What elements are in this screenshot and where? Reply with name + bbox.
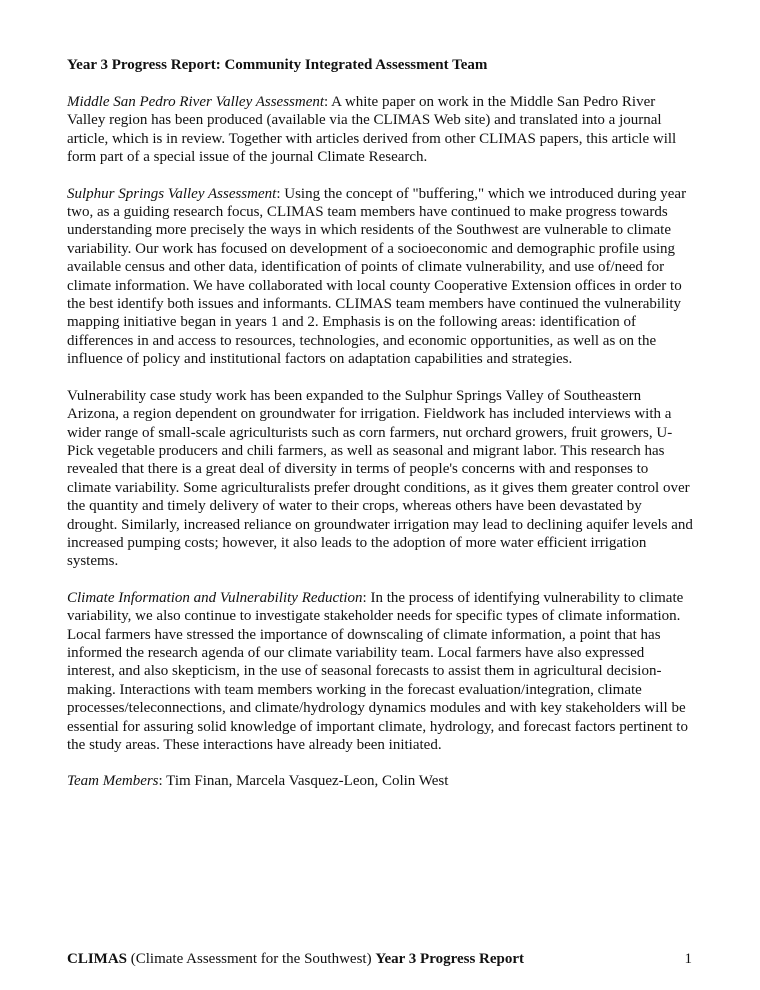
section-heading: Climate Information and Vulnerability Reduction — [67, 589, 363, 606]
paragraph-vulnerability-case-study — [67, 387, 695, 571]
paragraph-text: Vulnerability case study work has been expanded to the Sulphur Springs Valley of Southeastern Arizona, a region dependent on groundwater for irrigation. Fieldwork has included interviews with a wider range of small-scale agriculturists such as corn farmers, nut orchard growers, fruit growers, U-Pick vegetable producers and chili farmers, as well as seasonal and migrant labor. This research has revealed that there is a great deal of diversity in terms of people's concerns with and responses to climate variability. Some agriculturalists prefer drought conditions, as it gives them greater control over the quantity and timely delivery of water to their crops, whereas others have been devastated by drought. Similarly, increased reliance on groundwater irrigation may lead to declining aquifer levels and increased pumping costs; however, it also leads to the adoption of more water efficient irrigation systems. — [67, 387, 693, 570]
paragraph-text: : In the process of identifying vulnerability to climate variability, we also continue to investigate stakeholder needs for specific types of climate information. Local farmers have stressed the importance of downscaling of climate information, a point that has informed the research agenda of our climate variability team. Local farmers have also expressed interest, and also skepticism, in the use of seasonal forecasts to assist them in agricultural decision-making. Interactions with team members working in the forecast evaluation/integration, climate processes/teleconnections, and climate/hydrology dynamics modules and with key stakeholders will be essential for assuring solid knowledge of important climate, hydrology, and forecast factors pertinent to the study areas. These interactions have already been initiated. — [67, 589, 688, 753]
paragraph-middle-san-pedro — [67, 93, 695, 167]
footer-report-name: Year 3 Progress Report — [375, 951, 525, 967]
page-footer — [67, 950, 692, 969]
paragraph-text: : Tim Finan, Marcela Vasquez-Leon, Colin West — [158, 773, 449, 790]
section-heading: Team Members — [67, 773, 159, 790]
paragraph-text: : A white paper on work in the Middle San Pedro River Valley region has been produced (available via the CLIMAS Web site) and translated into a journal article, which is in review. Together with articles derived from other CLIMAS papers, this article will form part of a special issue of the journal Climate Research. — [67, 94, 677, 166]
footer-org-abbrev: CLIMAS — [67, 951, 128, 967]
paragraph-sulphur-springs — [67, 185, 695, 369]
section-heading: Middle San Pedro River Valley Assessment — [67, 94, 325, 110]
paragraph-climate-information — [67, 589, 695, 755]
paragraph-team-members — [67, 772, 695, 790]
footer-org-full: (Climate Assessment for the Southwest) — [127, 951, 376, 967]
section-heading: Sulphur Springs Valley Assessment — [67, 185, 277, 202]
page-title: Year 3 Progress Report: Community Integrated Assessment Team — [67, 57, 488, 73]
paragraph-text: : Using the concept of "buffering," which we introduced during year two, as a guiding research focus, CLIMAS team members have continued to make progress towards understanding more precisely the ways in which residents of the Southwest are vulnerable to climate variability. Our work has focused on development of a socioeconomic and demographic profile using available census and other data, identification of points of climate vulnerability, and use of/need for climate information. We have collaborated with local county Cooperative Extension offices in order to the best identify both issues and informants. CLIMAS team members have continued the vulnerability mapping initiative began in years 1 and 2. Emphasis is on the following areas: identification of differences in and access to resources, technologies, and economic opportunities, as well as on the influence of policy and institutional factors on adaptation capabilities and strategies. — [67, 185, 687, 368]
page-number: 1 — [684, 951, 692, 967]
document-body — [67, 56, 695, 809]
